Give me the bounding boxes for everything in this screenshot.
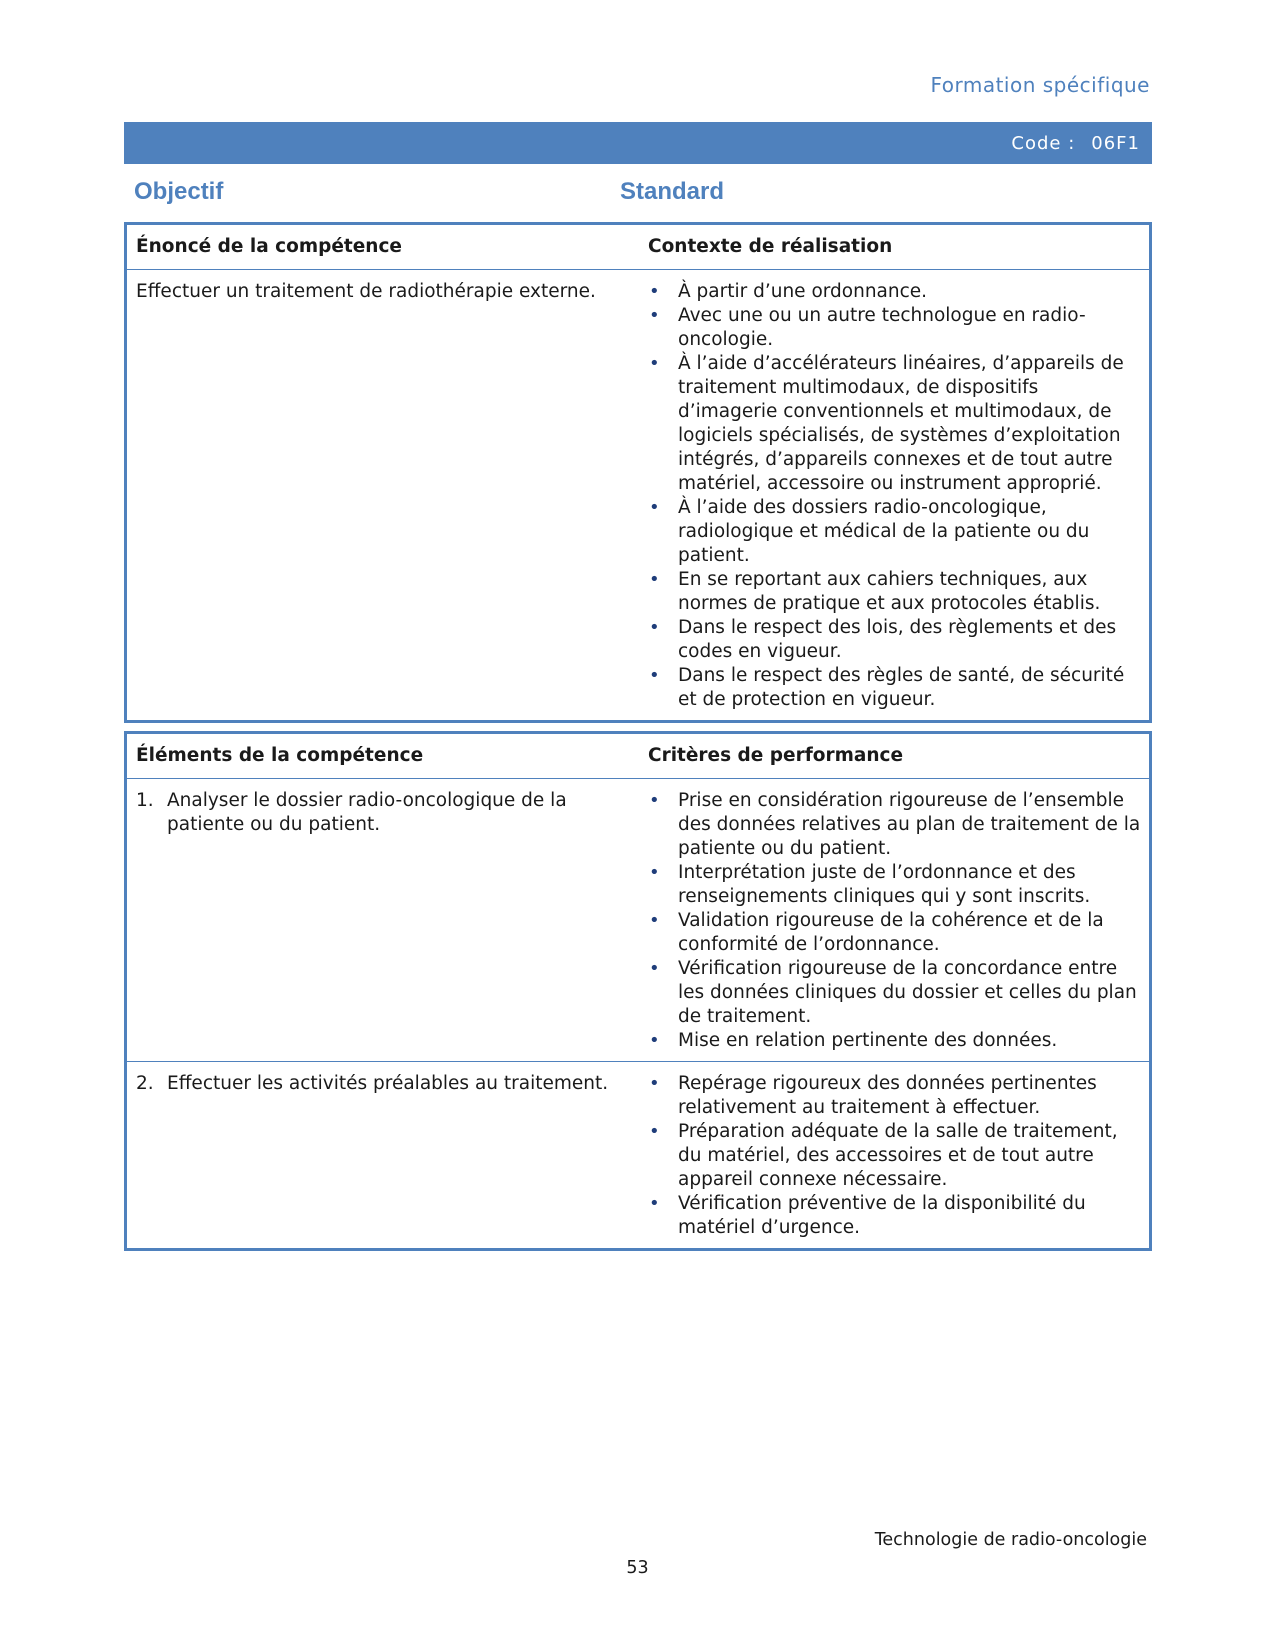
context-item: • Dans le respect des règles de santé, de sécurité et de protection en vigueur. — [648, 664, 1141, 712]
table-row — [127, 1062, 1149, 1249]
objectif-heading: Objectif — [134, 178, 224, 205]
context-item: • Dans le respect des lois, des règlements et des codes en vigueur. — [648, 616, 1141, 664]
criteria-item: • Repérage rigoureux des données pertinentes relativement au traitement à effectuer. — [648, 1072, 1141, 1120]
competence-statement: Effectuer un traitement de radiothérapie externe. — [136, 281, 596, 302]
element-number: 1. — [136, 790, 154, 811]
criteria-list — [648, 789, 1141, 1053]
criteria-item: • Vérification préventive de la disponibilité du matériel d’urgence. — [648, 1192, 1141, 1240]
table-row — [127, 779, 1149, 1062]
standard-heading: Standard — [620, 178, 725, 205]
context-item: • À partir d’une ordonnance. — [648, 280, 1141, 304]
code-value: 06F1 — [1091, 132, 1140, 154]
competence-elements-table — [124, 731, 1152, 1251]
context-header: Contexte de réalisation — [648, 225, 1149, 270]
context-item: • En se reportant aux cahiers techniques, aux normes de pratique et aux protocoles établis. — [648, 568, 1141, 616]
criteria-item: • Interprétation juste de l’ordonnance et des renseignements cliniques qui y sont inscrits. — [648, 861, 1141, 909]
element-text: Effectuer les activités préalables au traitement. — [167, 1073, 609, 1094]
elements-header: Éléments de la compétence — [127, 734, 648, 779]
element-text: Analyser le dossier radio-oncologique de la patiente ou du patient. — [167, 790, 567, 835]
element-item — [136, 1072, 648, 1096]
context-item: • Avec une ou un autre technologue en radio-oncologie. — [648, 304, 1141, 352]
criteria-list — [648, 1072, 1141, 1240]
page-number: 53 — [626, 1558, 649, 1578]
context-list — [648, 280, 1141, 712]
criteria-item: • Vérification rigoureuse de la concordance entre les données cliniques du dossier et celles du plan de traitement. — [648, 957, 1141, 1029]
criteria-item: • Validation rigoureuse de la cohérence et de la conformité de l’ordonnance. — [648, 909, 1141, 957]
competence-statement-table — [124, 222, 1152, 723]
element-item — [136, 789, 648, 837]
criteria-header: Critères de performance — [648, 734, 1149, 779]
statement-header: Énoncé de la compétence — [127, 225, 648, 270]
code-bar — [124, 122, 1152, 164]
context-item: • À l’aide des dossiers radio-oncologique, radiologique et médical de la patiente ou du patient. — [648, 496, 1141, 568]
criteria-item: • Mise en relation pertinente des données. — [648, 1029, 1141, 1053]
page-header-title: Formation spécifique — [930, 73, 1150, 97]
code-label: Code : — [1011, 132, 1076, 154]
element-number: 2. — [136, 1073, 154, 1094]
criteria-item: • Préparation adéquate de la salle de traitement, du matériel, des accessoires et de tout autre appareil connexe nécessaire. — [648, 1120, 1141, 1192]
criteria-item: • Prise en considération rigoureuse de l’ensemble des données relatives au plan de traitement de la patiente ou du patient. — [648, 789, 1141, 861]
footer-course-name: Technologie de radio-oncologie — [874, 1530, 1147, 1550]
context-item: • À l’aide d’accélérateurs linéaires, d’appareils de traitement multimodaux, de dispositifs d’imagerie conventionnels et multimodaux, de logiciels spécialisés, de systèmes d’exploitation intégrés, d’appareils connexes et de tout autre matériel, accessoire ou instrument approprié. — [648, 352, 1141, 496]
